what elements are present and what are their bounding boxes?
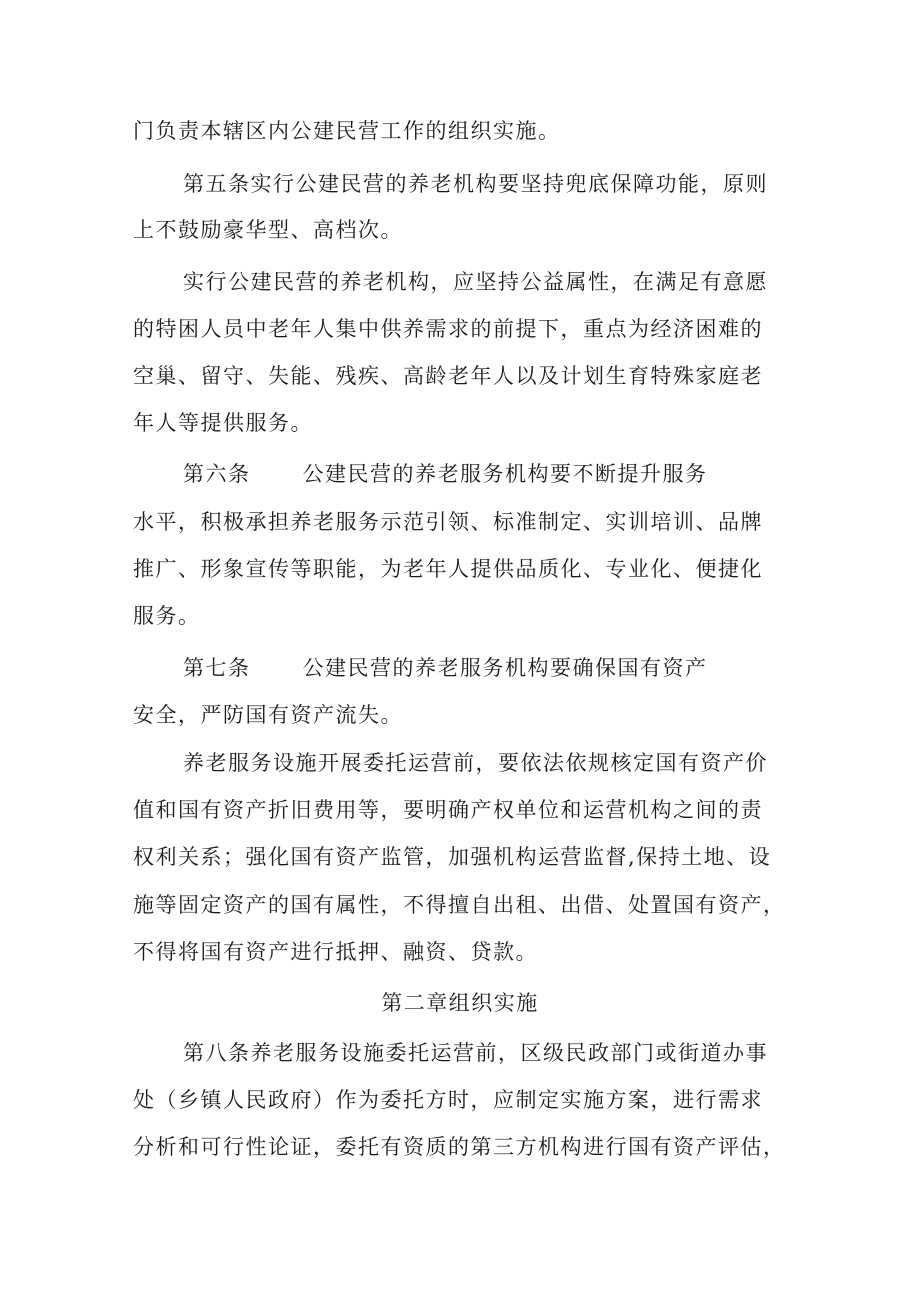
paragraph-line: 门负责本辖区内公建民营工作的组织实施。 (133, 119, 561, 143)
article-7-text: 公建民营的养老服务机构要确保国有资产 (302, 656, 708, 680)
paragraph-line: 安全，严防国有资产流失。 (133, 703, 403, 727)
paragraph-line: 分析和可行性论证，委托有资质的第三方机构进行国有资产评估， (133, 1135, 786, 1159)
paragraph-line: 不得将国有资产进行抵押、融资、贷款。 (133, 940, 538, 964)
article-7-line (183, 654, 793, 682)
paragraph-line: 处（乡镇人民政府）作为委托方时，应制定实施方案，进行需求 (133, 1088, 763, 1112)
paragraph-line: 权利关系；强化国有资产监管，加强机构运营监督,保持土地、设 (133, 845, 772, 869)
paragraph-line: 水平，积极承担养老服务示范引领、标准制定、实训培训、品牌 (133, 510, 763, 534)
paragraph-line: 上不鼓励豪华型、高档次。 (133, 218, 403, 242)
paragraph-line: 推广、形象宣传等职能，为老年人提供品质化、专业化、便捷化 (133, 557, 763, 581)
article-6-text: 公建民营的养老服务机构要不断提升服务 (302, 462, 708, 486)
paragraph-line: 服务。 (133, 604, 201, 628)
paragraph-line: 值和国有资产折旧费用等，要明确产权单位和运营机构之间的责 (133, 798, 763, 822)
paragraph-line: 空巢、留守、失能、残疾、高龄老年人以及计划生育特殊家庭老 (133, 364, 763, 388)
article-7-heading: 第七条 (183, 656, 251, 680)
article-5-line: 第五条实行公建民营的养老机构要坚持兜底保障功能，原则 (183, 172, 768, 196)
article-6-heading: 第六条 (183, 462, 251, 486)
article-6-line (183, 460, 793, 488)
paragraph-line: 施等固定资产的国有属性，不得擅自出租、出借、处置国有资产， (133, 893, 786, 917)
paragraph-line: 实行公建民营的养老机构，应坚持公益属性，在满足有意愿 (183, 270, 768, 294)
paragraph-line: 养老服务设施开展委托运营前，要依法依规核定国有资产价 (183, 751, 768, 775)
paragraph-line: 年人等提供服务。 (133, 411, 313, 435)
paragraph-line: 的特困人员中老年人集中供养需求的前提下，重点为经济困难的 (133, 317, 763, 341)
article-8-line: 第八条养老服务设施委托运营前，区级民政部门或街道办事 (183, 1041, 768, 1065)
chapter-heading: 第二章组织实施 (381, 991, 539, 1015)
